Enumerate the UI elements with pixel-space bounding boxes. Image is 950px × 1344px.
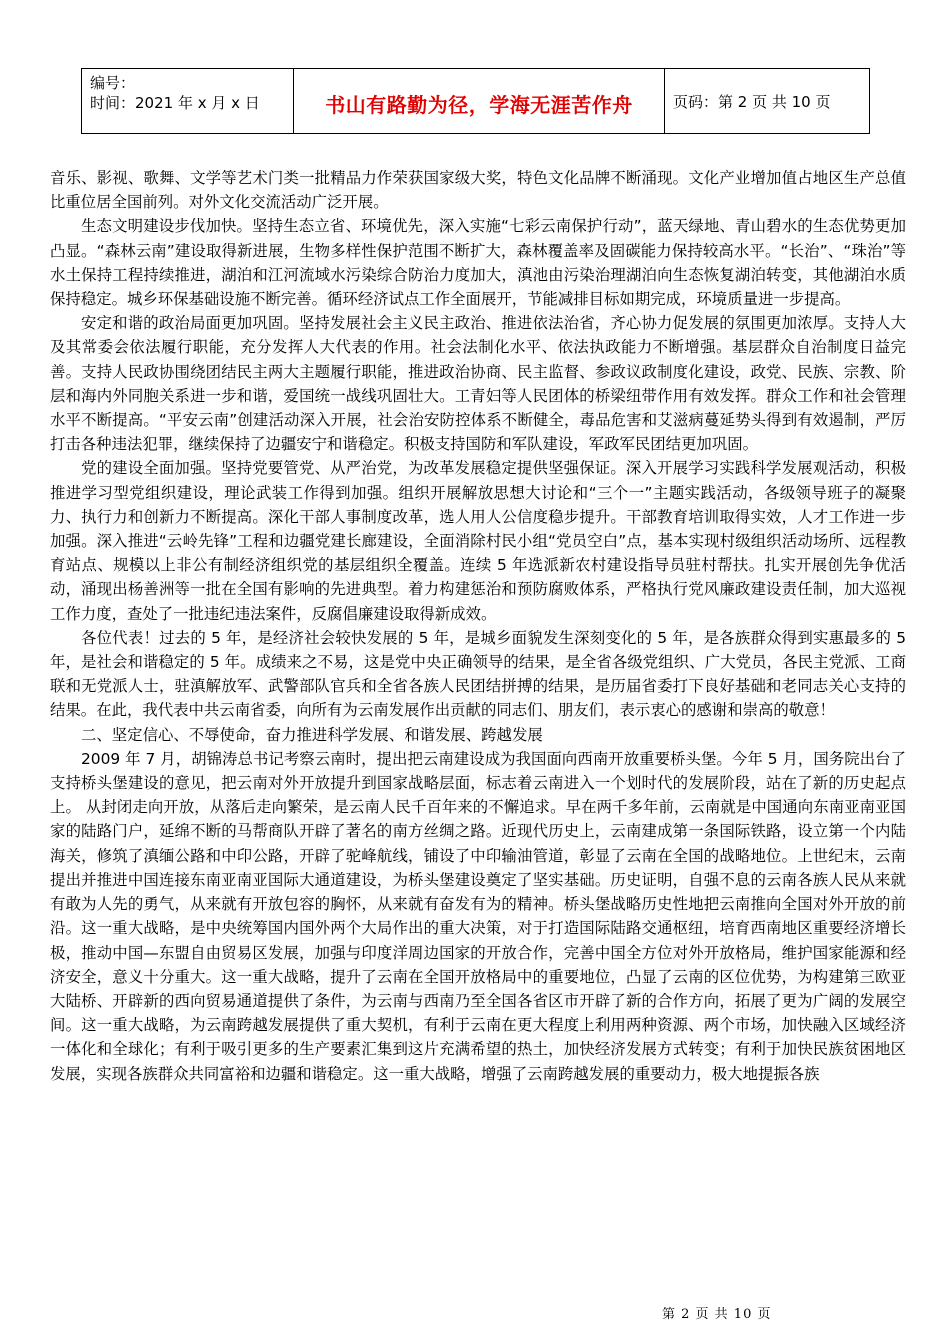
document-number-label: 编号：	[90, 74, 136, 92]
section-heading: 二、坚定信心、不辱使命，奋力推进科学发展、和谐发展、跨越发展	[81, 725, 543, 744]
document-time-label: 时间：2021 年 x 月 x 日	[90, 94, 260, 112]
page-footer: 第 2 页 共 10 页	[662, 1307, 772, 1322]
header-page-info: 页码：第 2 页 共 10 页	[665, 69, 870, 134]
body-paragraph: 党的建设全面加强。坚持党要管党、从严治党，为改革发展稳定提供坚强保证。深入开展学习实践科学发展观活动，积极推进学习型党组织建设，理论武装工作得到加强。组织开展解放思想大讨论和“三个一”主题实践活动，各级领导班子的凝聚力、执行力和创新力不断提高。深化干部人事制度改革，选人用人公信度稳步提升。干部教育培训取得实效，人才工作进一步加强。深入推进“云岭先锋”工程和边疆党建长廊建设，全面消除村民小组“党员空白”点，基本实现村级组织活动场所、远程教育站点、规模以上非公有制经济组织党的基层组织全覆盖。连续 5 年选派新农村建设指导员驻村帮扶。扎实开展创先争优活动，涌现出杨善洲等一批在全国有影响的先进典型。着力构建惩治和预防腐败体系，严格执行党风廉政建设责任制，加大巡视工作力度，查处了一批违纪违法案件，反腐倡廉建设取得新成效。	[50, 459, 906, 623]
document-body	[50, 166, 906, 1086]
body-paragraph: 生态文明建设步伐加快。坚持生态立省、环境优先，深入实施“七彩云南保护行动”，蓝天绿地、青山碧水的生态优势更加凸显。“森林云南”建设取得新进展，生物多样性保护范围不断扩大，森林覆盖率及固碳能力保持较高水平。“长治”、“珠治”等水土保持工程持续推进，湖泊和江河流域水污染综合防治力度加大，滇池由污染治理湖泊向生态恢复湖泊转变，其他湖泊水质保持稳定。城乡环保基础设施不断完善。循环经济试点工作全面展开，节能减排目标如期完成，环境质量进一步提高。	[50, 217, 906, 309]
body-paragraph: 各位代表！过去的 5 年，是经济社会较快发展的 5 年，是城乡面貌发生深刻变化的 5 年，是各族群众得到实惠最多的 5 年，是社会和谐稳定的 5 年。成绩来之不易，这是党中央正确领导的结果，是全省各级党组织、广大党员，各民主党派、工商联和无党派人士，驻滇解放军、武警部队官兵和全省各族人民团结拼搏的结果，是历届省委打下良好基础和老同志关心支持的结果。在此，我代表中共云南省委，向所有为云南发展作出贡献的同志们、朋友们，表示衷心的感谢和崇高的敬意！	[50, 628, 906, 720]
body-paragraph: 2009 年 7 月，胡锦涛总书记考察云南时，提出把云南建设成为我国面向西南开放重要桥头堡。今年 5 月，国务院出台了支持桥头堡建设的意见，把云南对外开放提升到国家战略层面，标志着云南进入一个划时代的发展阶段，站在了新的历史起点上。 从封闭走向开放，从落后走向繁荣，是云南人民千百年来的不懈追求。早在两千多年前，云南就是中国通向东南亚南亚国家的陆路门户，延绵不断的马帮商队开辟了著名的南方丝绸之路。近现代历史上，云南建成第一条国际铁路，设立第一个内陆海关，修筑了滇缅公路和中印公路，开辟了驼峰航线，铺设了中印输油管道，彰显了云南在全国的战略地位。上世纪末，云南提出并推进中国连接东南亚南亚国际大通道建设，为桥头堡建设奠定了坚实基础。历史证明，自强不息的云南各族人民从来就有敢为人先的勇气，从来就有开放包容的胸怀，从来就有奋发有为的精神。桥头堡战略历史性地把云南推向全国对外开放的前沿。这一重大战略，是中央统筹国内国外两个大局作出的重大决策，对于打造国际陆路交通枢纽，培育西南地区重要经济增长极，推动中国—东盟自由贸易区发展，加强与印度洋周边国家的开放合作，完善中国全方位对外开放格局，维护国家能源和经济安全，意义十分重大。这一重大战略，提升了云南在全国开放格局中的重要地位，凸显了云南的区位优势，为构建第三欧亚大陆桥、开辟新的西向贸易通道提供了条件，为云南与西南乃至全国各省区市开辟了新的合作方向，拓展了更为广阔的发展空间。这一重大战略，为云南跨越发展提供了重大契机，有利于云南在更大程度上利用两种资源、两个市场，加快融入区域经济一体化和全球化；有利于吸引更多的生产要素汇集到这片充满希望的热土，加快经济发展方式转变；有利于加快民族贫困地区发展，实现各族群众共同富裕和边疆和谐稳定。这一重大战略，增强了云南跨越发展的重要动力，极大地提振各族	[50, 749, 906, 1083]
body-paragraph: 音乐、影视、歌舞、文学等艺术门类一批精品力作荣获国家级大奖，特色文化品牌不断涌现。文化产业增加值占地区生产总值比重位居全国前列。对外文化交流活动广泛开展。	[50, 169, 906, 212]
header-meta-cell	[82, 69, 294, 134]
header-motto: 书山有路勤为径，学海无涯苦作舟	[325, 92, 633, 117]
body-paragraph: 安定和谐的政治局面更加巩固。坚持发展社会主义民主政治、推进依法治省，齐心协力促发展的氛围更加浓厚。支持人大及其常委会依法履行职能，充分发挥人大代表的作用。社会法制化水平、依法执政能力不断增强。基层群众自治制度日益完善。支持人民政协围绕团结民主两大主题履行职能，推进政治协商、民主监督、参政议政制度化建设，政党、民族、宗教、阶层和海内外同胞关系进一步和谐，爱国统一战线巩固壮大。工青妇等人民团体的桥梁纽带作用有效发挥。群众工作和社会管理水平不断提高。“平安云南”创建活动深入开展，社会治安防控体系不断健全，毒品危害和艾滋病蔓延势头得到有效遏制，严厉打击各种违法犯罪，继续保持了边疆安宁和谐稳定。积极支持国防和军队建设，军政军民团结更加巩固。	[50, 314, 906, 454]
document-header	[81, 68, 870, 134]
header-motto-cell	[294, 69, 665, 134]
